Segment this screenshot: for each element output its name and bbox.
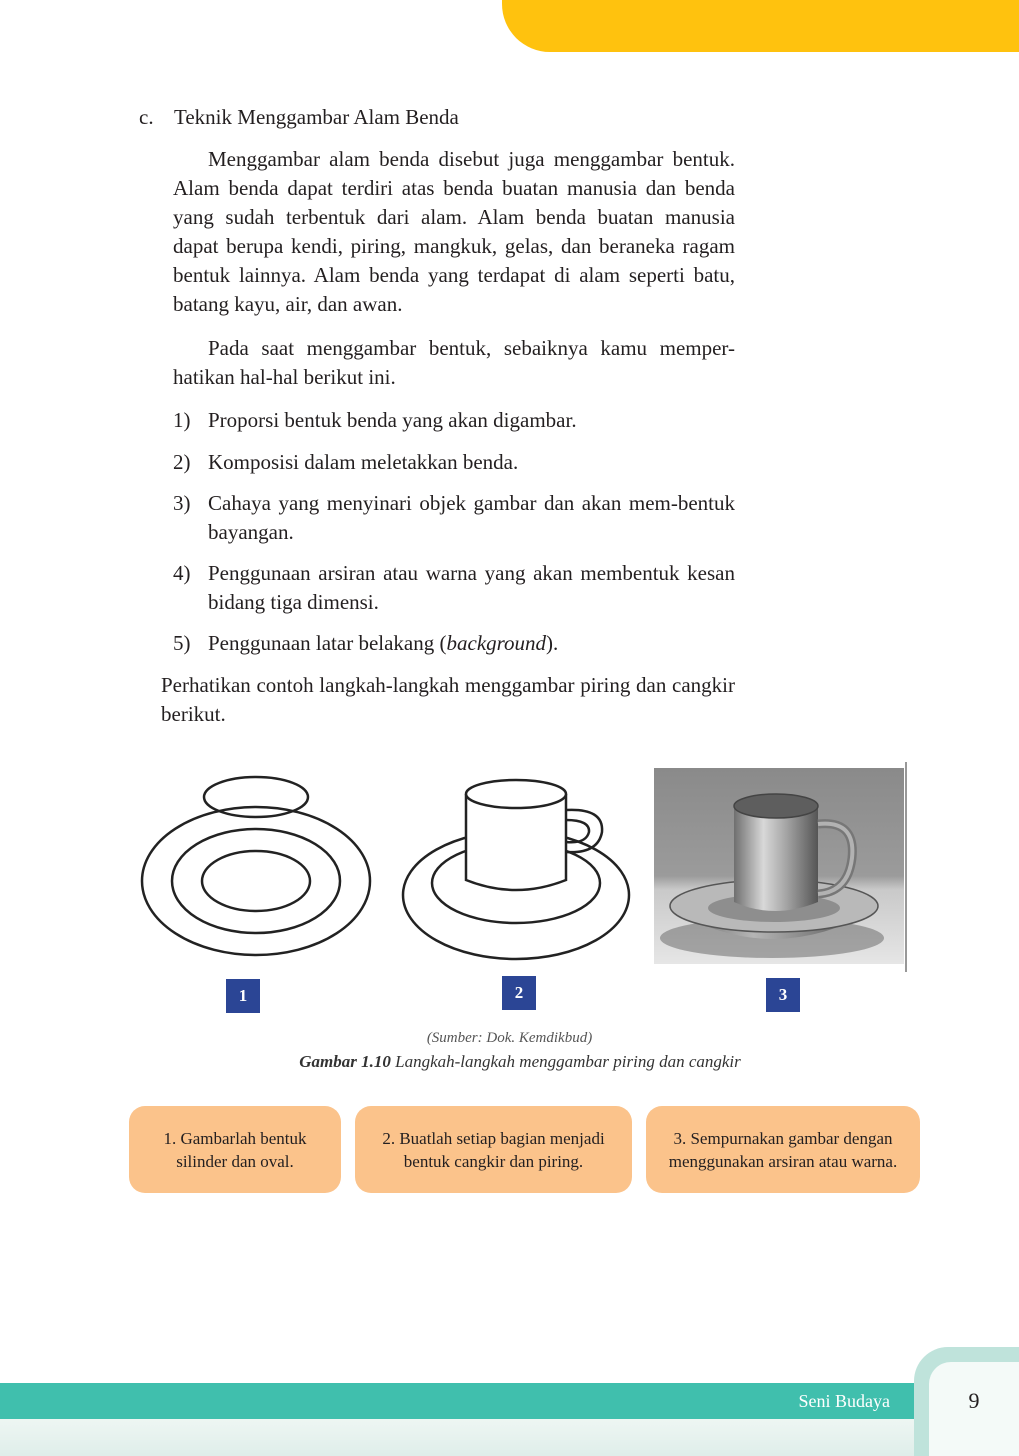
step-box-1: 1. Gambarlah bentuk silinder dan oval. <box>129 1106 341 1193</box>
header-tab <box>502 0 1019 52</box>
section-title: Teknik Menggambar Alam Benda <box>174 105 459 129</box>
figure-badge-2: 2 <box>502 976 536 1010</box>
figure-step-2-cup-outline <box>400 770 636 970</box>
figure-source: (Sumber: Dok. Kemdikbud) <box>426 1030 593 1046</box>
book-title: Seni Budaya <box>798 1391 890 1411</box>
list-item <box>173 489 735 547</box>
list-item <box>173 406 735 435</box>
list-text: Proporsi bentuk benda yang akan digambar. <box>208 408 577 432</box>
page-number: 9 <box>968 1388 980 1413</box>
caption-label: Gambar 1.10 <box>299 1052 391 1071</box>
figure-badge-3: 3 <box>766 978 800 1012</box>
caption-text: Langkah-langkah menggambar piring dan cangkir <box>390 1052 741 1071</box>
list-number: 4) <box>173 561 191 585</box>
list-text: Penggunaan latar belakang (background). <box>208 631 559 655</box>
list-item <box>173 448 735 477</box>
figure-step-3-shaded-cup <box>652 762 908 972</box>
figure-step-1-ovals <box>138 770 378 970</box>
step-box-3: 3. Sempurnakan gambar dengan menggunakan arsiran atau warna. <box>646 1106 920 1193</box>
list-text: Penggunaan arsiran atau warna yang akan membentuk kesan bidang tiga dimensi. <box>208 561 735 614</box>
figure-caption <box>0 1052 1019 1072</box>
section-letter: c. <box>139 105 154 129</box>
list-number: 2) <box>173 450 191 474</box>
paragraph-closing: Perhatikan contoh langkah-langkah menggambar piring dan cangkir berikut. <box>161 673 735 726</box>
paragraph-attention: Pada saat menggambar bentuk, sebaiknya kamu memper-hatikan hal-hal berikut ini. <box>173 336 735 389</box>
list-text: Komposisi dalam meletakkan benda. <box>208 450 519 474</box>
step-box-2: 2. Buatlah setiap bagian menjadi bentuk cangkir dan piring. <box>355 1106 632 1193</box>
paragraph-intro: Menggambar alam benda disebut juga menggambar bentuk. Alam benda dapat terdiri atas benda buatan manusia dan benda yang sudah terbentuk dari alam. Alam benda buatan manusia dapat berupa kendi, piring, mangkuk, gelas, dan beraneka ragam bentuk lainnya. Alam benda yang terdapat di alam seperti batu, batang kayu, air, dan awan. <box>173 147 735 316</box>
section-heading <box>139 103 459 132</box>
list-item <box>173 629 735 658</box>
footer-pattern <box>0 1419 1019 1456</box>
list-number: 3) <box>173 491 191 515</box>
list-number: 1) <box>173 408 191 432</box>
figure-badge-1: 1 <box>226 979 260 1013</box>
list-item <box>173 559 735 617</box>
list-text: Cahaya yang menyinari objek gambar dan akan mem-bentuk bayangan. <box>208 491 735 544</box>
list-number: 5) <box>173 631 191 655</box>
